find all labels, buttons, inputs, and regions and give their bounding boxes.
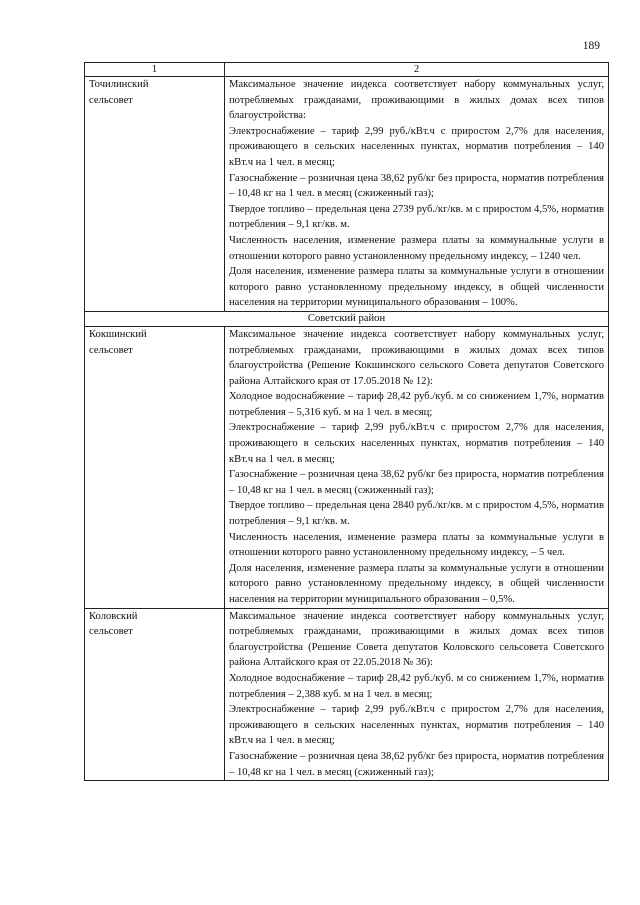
paragraph: Доля населения, изменение размера платы за коммунальные услуги в отношении которого равно установленному предельному индексу, в общей численности населения на территории муниципального образования – 100%. [229, 266, 604, 309]
paragraph: Максимальное значение индекса соответствует набору коммунальных услуг, потребляемых гражданами, проживающими в жилых домах всех типов благоустройства (Решение Совета депутатов Коловского сельсовета Советского района Алтайского края от 22.05.2018 № 36): [229, 610, 604, 669]
municipality-name: Кокшинский сельсовет [85, 326, 225, 608]
index-description [225, 77, 609, 312]
table-header-row [85, 63, 609, 77]
paragraph: Холодное водоснабжение – тариф 28,42 руб./куб. м со снижением 1,7%, норматив потребления – 5,316 куб. м на 1 чел. в месяц; [229, 391, 604, 418]
page-number: 189 [582, 40, 600, 52]
paragraph: Максимальное значение индекса соответствует набору коммунальных услуг, потребляемых гражданами, проживающими в жилых домах всех типов благоустройства: [229, 79, 604, 122]
paragraph: Электроснабжение – тариф 2,99 руб./кВт.ч с приростом 2,7% для населения, проживающего в сельских населенных пунктах, норматив потребления – 140 кВт.ч на 1 чел. в месяц; [229, 125, 604, 168]
municipality-name: Точилинский сельсовет [85, 77, 225, 312]
paragraph: Твердое топливо – предельная цена 2739 руб./кг/кв. м с приростом 4,5%, норматив потребления – 9,1 кг/кв. м. [229, 203, 604, 231]
index-description [225, 608, 609, 781]
table-row-tochilinsky [85, 77, 609, 312]
column-header-2: 2 [225, 63, 609, 77]
paragraph: Численность населения, изменение размера платы за коммунальные услуги в отношении которого равно установленному предельному индексу, – 5 чел. [229, 531, 604, 559]
municipality-name: Коловский сельсовет [85, 608, 225, 781]
paragraph: Электроснабжение – тариф 2,99 руб./кВт.ч с приростом 2,7% для населения, проживающего в сельских населенных пунктах, норматив потребления – 140 кВт.ч на 1 чел. в месяц; [229, 422, 604, 465]
region-header-row [85, 311, 609, 326]
paragraph: Доля населения, изменение размера платы за коммунальные услуги в отношении которого равно установленному предельному индексу, в общей численности населения на территории муниципального образования – 0,5%. [229, 562, 604, 605]
index-description [225, 326, 609, 608]
paragraph: Газоснабжение – розничная цена 38,62 руб/кг без прироста, норматив потребления – 10,48 кг на 1 чел. в месяц (сжиженный газ); [229, 469, 604, 496]
paragraph: Максимальное значение индекса соответствует набору коммунальных услуг, потребляемых гражданами, проживающими в жилых домах всех типов благоустройства (Решение Кокшинского сельского Совета депутатов Советского района Алтайского края от 17.05.2018 № 12): [229, 328, 604, 387]
paragraph: Газоснабжение – розничная цена 38,62 руб/кг без прироста, норматив потребления – 10,48 кг на 1 чел. в месяц (сжиженный газ); [229, 172, 604, 200]
paragraph: Газоснабжение – розничная цена 38,62 руб/кг без прироста, норматив потребления – 10,48 кг на 1 чел. в месяц (сжиженный газ); [229, 750, 604, 778]
tariff-table [84, 62, 609, 781]
paragraph: Численность населения, изменение размера платы за коммунальные услуги в отношении которого равно установленному предельному индексу, – 1240 чел. [229, 234, 604, 262]
table-row-kokshinsky [85, 326, 609, 608]
paragraph: Электроснабжение – тариф 2,99 руб./кВт.ч с приростом 2,7% для населения, проживающего в сельских населенных пунктах, норматив потребления – 140 кВт.ч на 1 чел. в месяц; [229, 704, 604, 747]
table-row-kolovsky [85, 608, 609, 781]
column-header-1: 1 [85, 63, 225, 77]
region-title: Советский район [85, 311, 609, 326]
paragraph: Твердое топливо – предельная цена 2840 руб./кг/кв. м с приростом 4,5%, норматив потребления – 9,1 кг/кв. м. [229, 500, 604, 528]
paragraph: Холодное водоснабжение – тариф 28,42 руб./куб. м со снижением 1,7%, норматив потребления – 2,388 куб. м на 1 чел. в месяц; [229, 672, 604, 700]
